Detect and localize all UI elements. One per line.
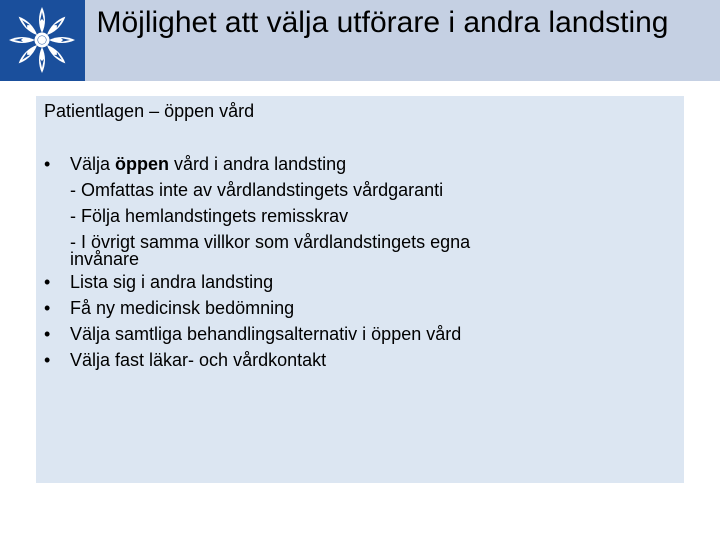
list-item <box>40 151 670 269</box>
list-item-text: Välja fast läkar- och vårdkontakt <box>70 350 327 370</box>
bullet-marker: • <box>44 324 51 344</box>
bullet-marker: • <box>44 154 51 174</box>
bullet-list <box>40 151 670 373</box>
list-item <box>40 295 670 321</box>
bullet-marker: • <box>44 350 51 370</box>
sub-item: - Omfattas inte av vårdlandstingets vårdgaranti <box>70 180 444 200</box>
list-item <box>40 321 670 347</box>
list-item-text-bold: öppen <box>115 154 170 174</box>
sub-item: - Följa hemlandstingets remisskrav <box>70 206 349 226</box>
list-item-text: Lista sig i andra landsting <box>70 272 274 292</box>
logo <box>0 0 85 81</box>
slide-title: Möjlighet att välja utförare i andra landsting <box>96 6 669 39</box>
sub-item-continuation: invånare <box>70 249 140 269</box>
list-item-text-before: Välja <box>70 154 116 174</box>
bullet-marker: • <box>44 272 51 292</box>
list-item <box>40 347 670 373</box>
snowflake-flower-icon <box>5 3 79 77</box>
sub-item: - I övrigt samma villkor som vårdlandstingets egna <box>70 232 471 252</box>
list-item-text-after: vård i andra landsting <box>169 154 347 174</box>
subtitle: Patientlagen – öppen vård <box>44 101 255 121</box>
list-item-text: Få ny medicinsk bedömning <box>70 298 295 318</box>
list-item <box>40 269 670 295</box>
bullet-marker: • <box>44 298 51 318</box>
list-item-text: Välja samtliga behandlingsalternativ i öppen vård <box>70 324 462 344</box>
